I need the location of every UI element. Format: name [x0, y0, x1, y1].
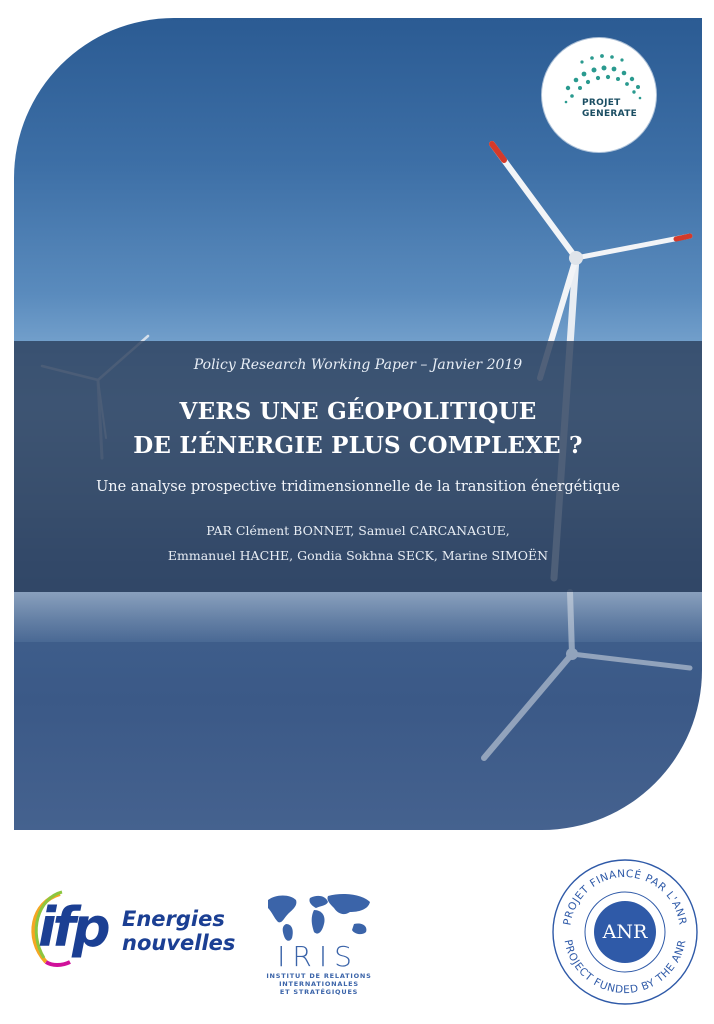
iris-logo	[262, 890, 382, 1000]
anr-center-label: ANR	[594, 901, 656, 963]
iris-full-name: INSTITUT DE RELATIONS INTERNATIONALES ET STRATÉGIQUES	[266, 972, 372, 996]
title-band	[14, 341, 702, 592]
generate-logo-text: PROJET GENERATE	[582, 98, 638, 119]
anr-seal	[550, 857, 700, 1007]
authors-line-1: PAR Clément BONNET, Samuel CARCANAGUE,	[206, 523, 510, 538]
title-line-1: VERS UNE GÉOPOLITIQUE	[179, 398, 537, 425]
projet-generate-logo	[542, 38, 656, 152]
anr-ring-top-text: PROJET FINANCÉ PAR L'ANR	[561, 867, 689, 927]
turbine-reflection	[484, 592, 690, 758]
anr-ring-bottom-text: PROJECT FUNDED BY THE ANR	[561, 938, 689, 997]
title-line-2: DE L’ÉNERGIE PLUS COMPLEXE ?	[133, 432, 583, 459]
world-map-icon	[262, 890, 376, 944]
document-title	[14, 395, 702, 463]
ifpen-logo	[22, 888, 236, 968]
document-subtitle: Une analyse prospective tridimensionnelle de la transition énergétique	[96, 479, 620, 495]
series-label: Policy Research Working Paper – Janvier 2019	[193, 357, 523, 373]
ifpen-word-nouvelles: nouvelles	[122, 931, 236, 955]
iris-wordmark: IRIS	[277, 940, 359, 973]
ifpen-word-energies: Energies	[122, 907, 225, 931]
ifpen-letters: ifp	[38, 896, 107, 959]
authors-line-2: Emmanuel HACHE, Gondia Sokhna SECK, Marine SIMOËN	[167, 548, 549, 563]
